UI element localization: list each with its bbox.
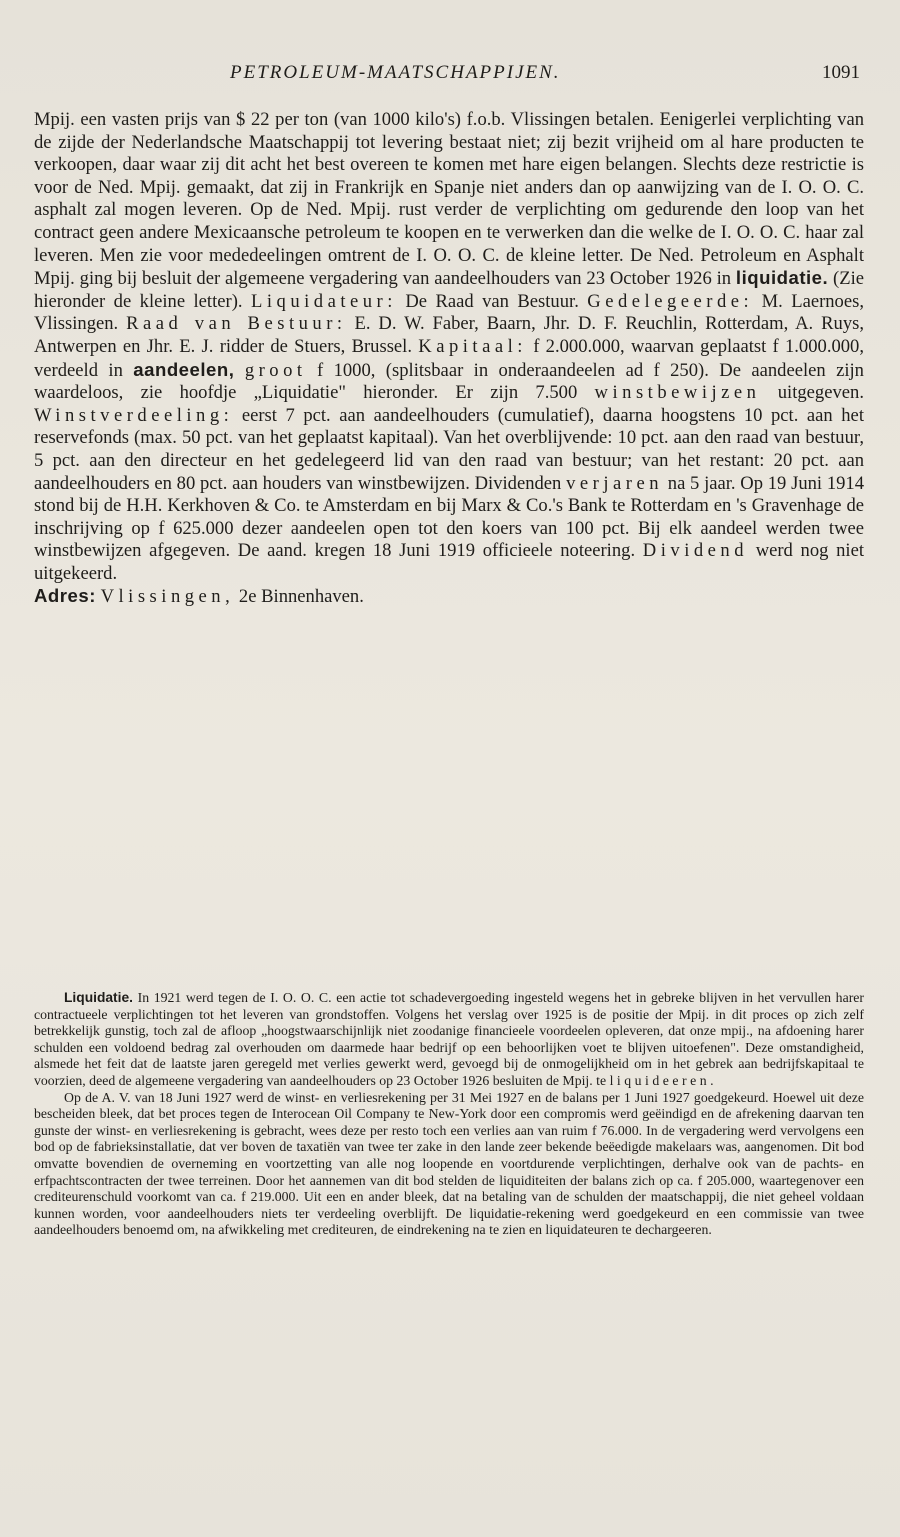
winstbewijzen-label: winstbewijzen — [594, 382, 761, 404]
dividend-label: Dividend — [642, 540, 748, 562]
kapitaal-label: Kapitaal: — [418, 335, 527, 357]
text-segment: (Zie hieronder de kleine letter). — [34, 268, 864, 312]
page-number: 1091 — [822, 62, 860, 83]
aandeelen-heading: aandeelen, — [133, 358, 235, 380]
liquidatie-heading: liquidatie. — [735, 267, 829, 289]
adres-street: 2e Binnenhaven. — [238, 586, 364, 608]
text-segment: Op de A. V. van 18 Juni 1927 werd de winst- en verliesrekening per 31 Mei 1927 en de balans per 1 Juni 1927 goedgekeurd. Hoewel uit deze bescheiden bleek, dat bet proces tegen de Interocean Oil Company te New-York door een compromis werd geëindigd en de afrekening daarvan ten gunste der winst- en verliesrekening is gebracht, wees deze per resto toch een verlies aan van ruim f 76.000. In de vergadering werd vervolgens een bod op de fabrieksinstallatie, dat ver boven de taxatiën van twee ter zake in den lande zeer bekende beëedigde makelaars was, aangenomen. Dit bod omvatte bovendien de overneming en voortzetting van alle nog loopende en voortdurende verplichtingen, derhalve ook van de pachts- en erfpachtscontracten der twee terreinen. Door het aannemen van dit bod stelden de liquiditeiten der balans zich op ca. f 205.000, waartegenover een crediteurenschuld voorkomt van ca. f 219.000. Uit een en ander bleek, dat na betaling van de schulden der maatschappij, die niet geheel voldaan kunnen worden, voor aandeelhouders niets ter verdeeling overblijft. De liquidatie-rekening werd goedgekeurd en een commissie van twee aandeelhouders benoemd om, na afwikkeling met crediteuren, de eindrekening na te zien en liquidateuren te dechargeeren. — [34, 1089, 864, 1238]
adres-label: Adres: — [34, 585, 96, 607]
text-segment: eerst 7 pct. aan aandeelhouders (cumulatief), daarna hoogstens 10 pct. aan het reservefonds (max. 50 pct. van het geplaatst kapitaal). Van het overblijvende: 10 pct. aan den raad van bestuur, 5 pct. aan den directeur en het gedelegeerd lid van den raad van bestuur; van het restant: 20 pct. aan aandeelhouders en 80 pct. aan houders van winstbewijzen. Dividenden — [34, 404, 864, 494]
text-segment: E. D. W. Faber, Baarn, Jhr. D. F. Reuchlin, Rotterdam, A. Ruys, Antwerpen en Jhr. E. J. ridder de Stuers, Brussel. — [34, 313, 865, 357]
text-segment: De Raad van Bestuur. — [405, 290, 579, 312]
adres-city: Vlissingen, — [100, 586, 235, 608]
winstverdeeling-label: Winstverdeeling: — [34, 404, 234, 426]
groot-label: groot — [244, 359, 307, 381]
main-body — [34, 109, 864, 609]
gedelegeerde-label: Gedelegeerde: — [587, 290, 754, 312]
small-print-section — [34, 990, 864, 1239]
text-segment: f 2.000.000, waarvan geplaatst f 1.000.000, verdeeld in — [34, 335, 865, 381]
text-segment: werd nog niet uitgekeerd. — [34, 540, 864, 584]
raad-van-bestuur-label: Raad van Bestuur: — [126, 313, 347, 335]
text-segment: Mpij. een vasten prijs van $ 22 per ton (van 1000 kilo's) f.o.b. Vlissingen betalen. Eenigerlei verplichting van de zijde der Nederlandsche Maatschappij tot levering bestaat niet; zij bezit vrijheid om al hare producten te verkoopen, daar waar zij dit acht het best overeen te komen met hare eigen belangen. Slechts deze restrictie is voor de Ned. Mpij. gemaakt, dat zij in Frankrijk en Spanje niet anders dan op aanwijzing van de I. O. O. C. asphalt zal mogen leveren. Op de Ned. Mpij. rust verder de verplichting om gedurende den loop van het contract geen andere Mexicaansche petroleum te koopen en te verwerken dan die welke de I. O. O. C. haar zal leveren. Men zie voor mededeelingen omtrent de I. O. O. C. de kleine letter. De Ned. Petroleum en Asphalt Mpij. ging bij besluit der algemeene vergadering van aandeelhouders van 23 October 1926 in — [34, 109, 864, 290]
running-head: PETROLEUM-MAATSCHAPPIJEN. — [230, 62, 561, 83]
text-segment: M. Laernoes, Vlissingen. — [34, 290, 864, 335]
small-paragraph — [34, 990, 864, 1090]
page-header — [34, 62, 860, 90]
text-segment: f 1000, (splitsbaar in onderaandeelen ad f 250). De aandeelen zijn waardeloos, zie hoofdje „Liquidatie" hieronder. Er zijn 7.500 — [34, 359, 864, 404]
text-segment: na 5 jaar. Op 19 Juni 1914 stond bij de H.H. Kerkhoven & Co. te Amsterdam en bij Marx & Co.'s Bank te Rotterdam en 's Gravenhage de inschrijving op f 625.000 dezer aandeelen open tot den koers van 100 pct. Bij elk aandeel werden twee winstbewijzen afgegeven. De aand. kregen 18 Juni 1919 officieele noteering. — [34, 472, 865, 562]
address-line — [34, 585, 864, 609]
small-paragraph — [34, 1090, 864, 1239]
main-paragraph — [34, 109, 864, 585]
liquideeren-label: liquideeren. — [609, 1072, 718, 1088]
liquidatie-small-label: Liquidatie. — [64, 990, 133, 1005]
verjaren-label: verjaren — [566, 472, 664, 494]
liquidateur-label: Liquidateur: — [251, 290, 397, 312]
text-segment: uitgegeven. — [777, 382, 864, 404]
text-segment: In 1921 werd tegen de I. O. O. C. een actie tot schadevergoeding ingesteld wegens het in gebreke blijven in het vervullen harer contractueele verplichtingen tot het leveren van grondstoffen. Volgens het verslag over 1925 is de positie der Mpij. in dit proces op zich zelf betrekkelijk gunstig, toch zal de afloop „hoogstwaarschijnlijk niet zoodanige financieele voordeelen opleveren, dat onze mpij., na afdoening harer schulden een voldoend bedrag zal overhouden om daarmede haar bedrijf op een behoorlijken voet te blijven uitoefenen". Deze omstandigheid, alsmede het feit dat de laatste jaren geregeld met verlies gewerkt werd, gevoegd bij de onmogelijkheid om in het gebrek aan bedrijfskapitaal te voorzien, deed de algemeene vergadering van aandeelhouders op 23 October 1926 besluiten de Mpij. te — [34, 990, 865, 1088]
